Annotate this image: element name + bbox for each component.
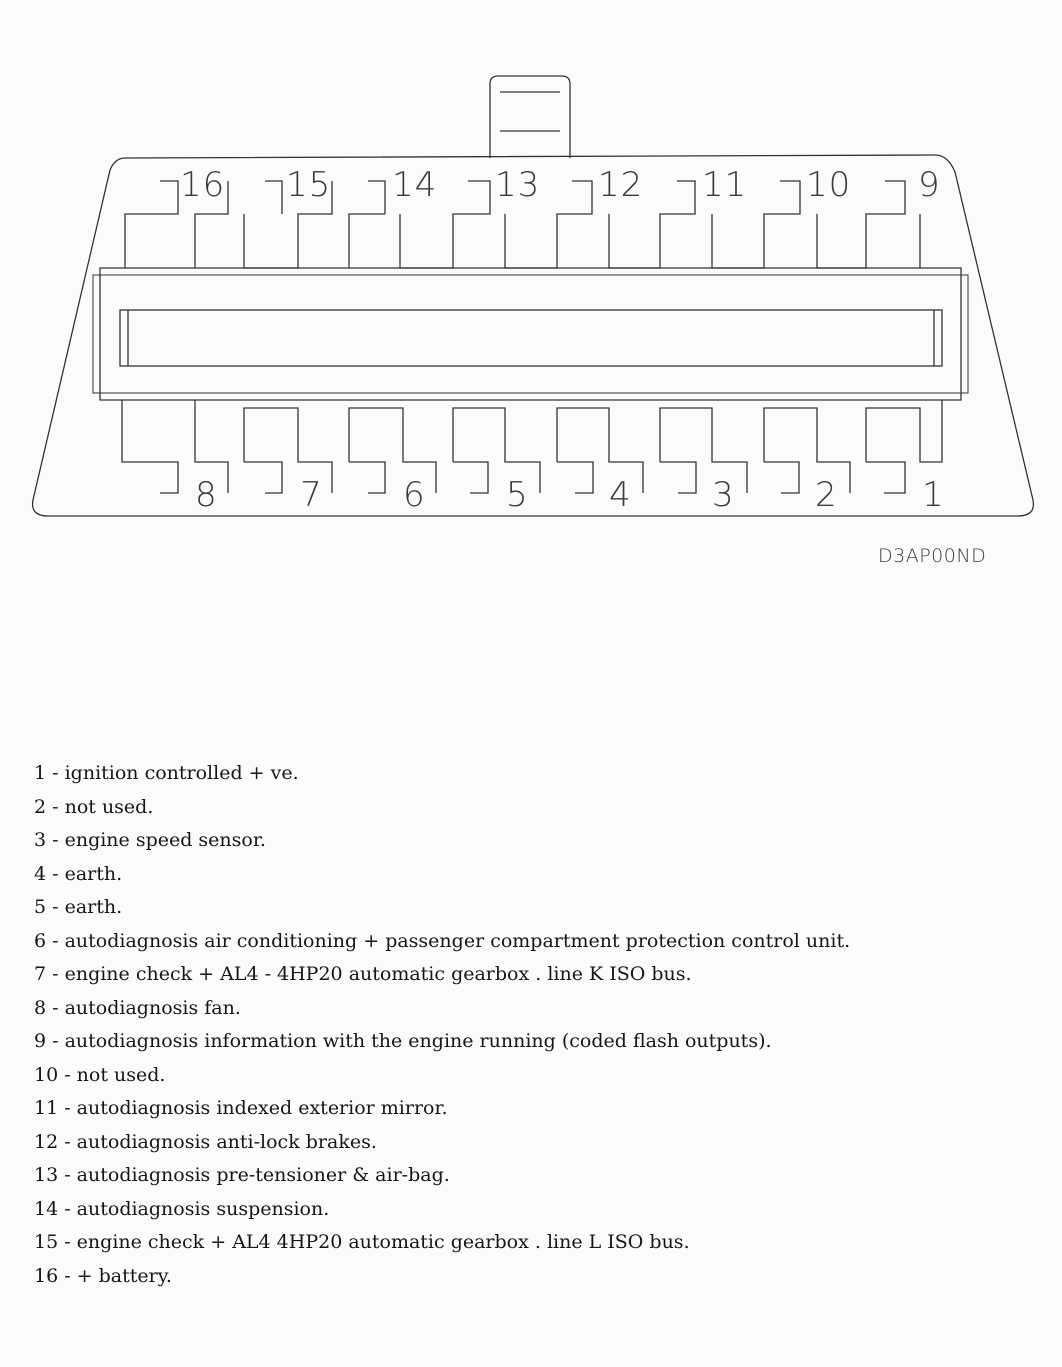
- pin-label-8: 8: [195, 475, 218, 515]
- legend-item-2: 2 - not used.: [34, 795, 154, 818]
- part-code: D3AP00ND: [878, 545, 987, 567]
- legend-item-1: 1 - ignition controlled + ve.: [34, 762, 299, 784]
- legend-item-3: 3 - engine speed sensor.: [34, 829, 266, 851]
- center-slot: [120, 310, 942, 366]
- pin-label-10: 10: [806, 165, 852, 205]
- legend-item-5: 5 - earth.: [34, 896, 123, 918]
- legend-item-11: 11 - autodiagnosis indexed exterior mirror.: [34, 1097, 448, 1119]
- obd-connector-diagram: [0, 0, 1062, 600]
- pin-label-11: 11: [702, 165, 748, 205]
- pin-legend: [34, 759, 850, 1295]
- pin-label-1: 1: [922, 475, 945, 515]
- bottom-pin-labels: [195, 475, 945, 515]
- pin-label-9: 9: [918, 165, 941, 205]
- legend-item-4: 4 - earth.: [34, 862, 123, 885]
- legend-item-16: 16 - + battery.: [34, 1264, 172, 1287]
- pin-label-5: 5: [506, 475, 529, 515]
- legend-item-10: 10 - not used.: [34, 1063, 166, 1086]
- pin-label-13: 13: [495, 165, 541, 205]
- pin-label-6: 6: [403, 475, 426, 515]
- pin-label-4: 4: [609, 475, 632, 515]
- legend-item-8: 8 - autodiagnosis fan.: [34, 996, 241, 1019]
- pin-label-12: 12: [598, 165, 644, 205]
- pin-label-15: 15: [286, 165, 332, 205]
- pin-label-2: 2: [815, 475, 838, 515]
- legend-item-9: 9 - autodiagnosis information with the engine running (coded flash outputs).: [34, 1030, 772, 1052]
- pin-label-14: 14: [392, 165, 438, 205]
- legend-item-14: 14 - autodiagnosis suspension.: [34, 1197, 330, 1220]
- top-pin-labels: [180, 165, 941, 205]
- legend-item-12: 12 - autodiagnosis anti-lock brakes.: [34, 1130, 377, 1153]
- pin-label-16: 16: [180, 165, 226, 205]
- inner-chamber: [100, 268, 961, 400]
- connector-tab: [490, 76, 570, 158]
- pin-label-3: 3: [712, 475, 735, 515]
- pin-label-7: 7: [300, 475, 323, 515]
- legend-item-13: 13 - autodiagnosis pre-tensioner & air-bag.: [34, 1164, 450, 1186]
- legend-item-15: 15 - engine check + AL4 4HP20 automatic gearbox . line L ISO bus.: [34, 1231, 690, 1253]
- legend-item-6: 6 - autodiagnosis air conditioning + passenger compartment protection control unit.: [34, 929, 851, 952]
- legend-item-7: 7 - engine check + AL4 - 4HP20 automatic gearbox . line K ISO bus.: [34, 963, 692, 985]
